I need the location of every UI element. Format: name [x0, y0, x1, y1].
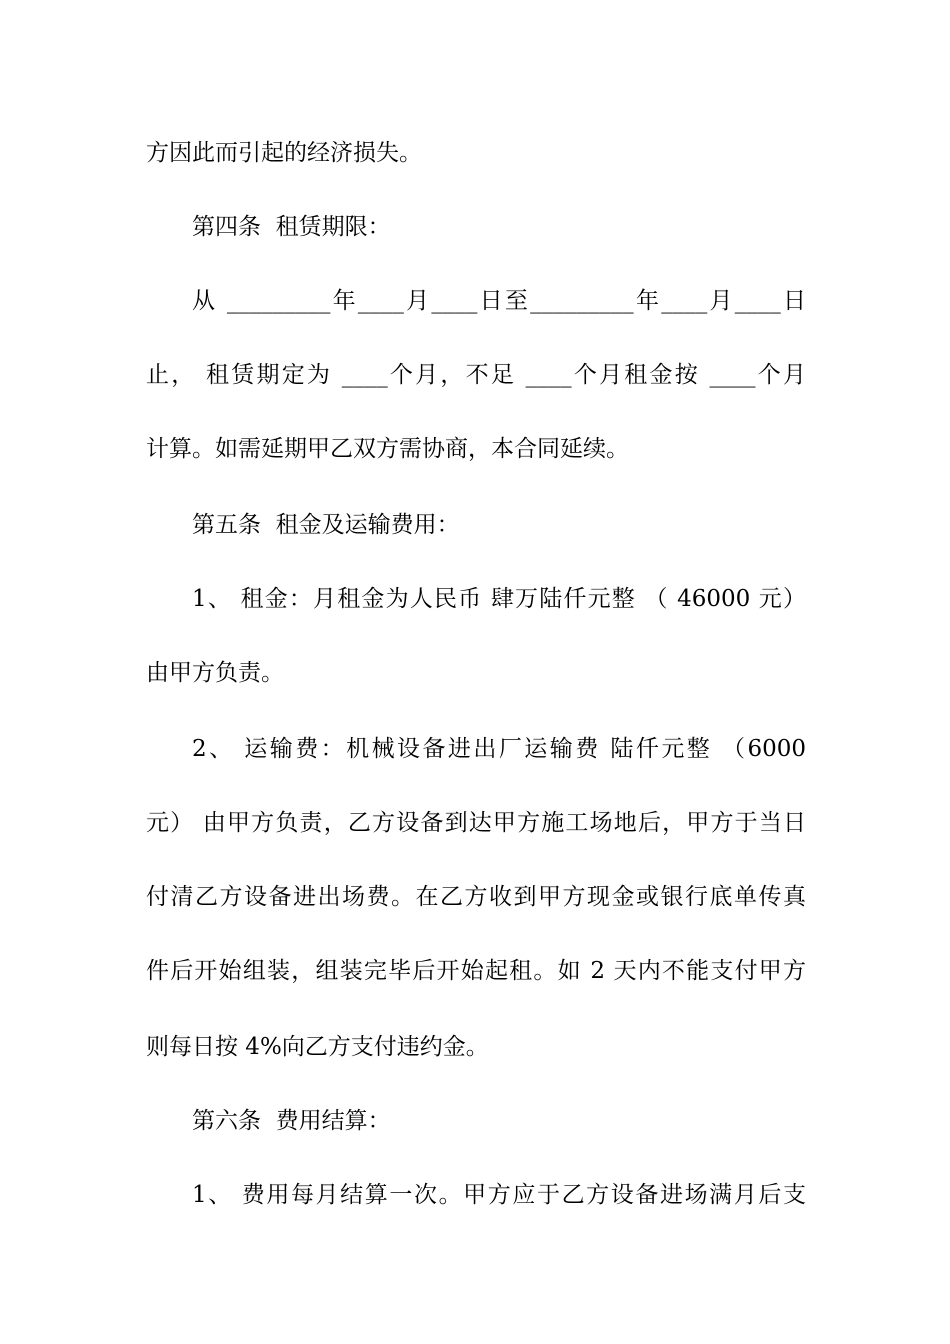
paragraph-line: 1、 租金：月租金为人民币 肆万陆仟元整 （ 46000 元）: [192, 586, 806, 612]
paragraph-line: 从 _________年____月____日至_________年____月____日: [192, 288, 806, 314]
section-heading-article-6: 第六条 费用结算：: [192, 1108, 391, 1134]
paragraph-line: 2、 运输费：机械设备进出厂运输费 陆仟元整 （6000: [192, 736, 806, 762]
paragraph-line: 付清乙方设备进出场费。在乙方收到甲方现金或银行底单传真: [146, 884, 806, 910]
paragraph-line: 方因此而引起的经济损失。: [146, 140, 422, 166]
paragraph-line: 由甲方负责。: [146, 660, 284, 686]
paragraph-line: 计算。如需延期甲乙双方需协商，本合同延续。: [146, 436, 629, 462]
paragraph-line: 止， 租赁期定为 ____个月，不足 ____个月租金按 ____个月: [146, 362, 806, 388]
paragraph-line: 件后开始组装，组装完毕后开始起租。如 2 天内不能支付甲方: [146, 958, 806, 984]
paragraph-line: 则每日按 4%向乙方支付违约金。: [146, 1034, 489, 1060]
paragraph-line: 元） 由甲方负责，乙方设备到达甲方施工场地后，甲方于当日: [146, 810, 806, 836]
section-heading-article-5: 第五条 租金及运输费用：: [192, 512, 460, 538]
paragraph-line: 1、 费用每月结算一次。甲方应于乙方设备进场满月后支: [192, 1182, 806, 1208]
section-heading-article-4: 第四条 租赁期限：: [192, 214, 391, 240]
